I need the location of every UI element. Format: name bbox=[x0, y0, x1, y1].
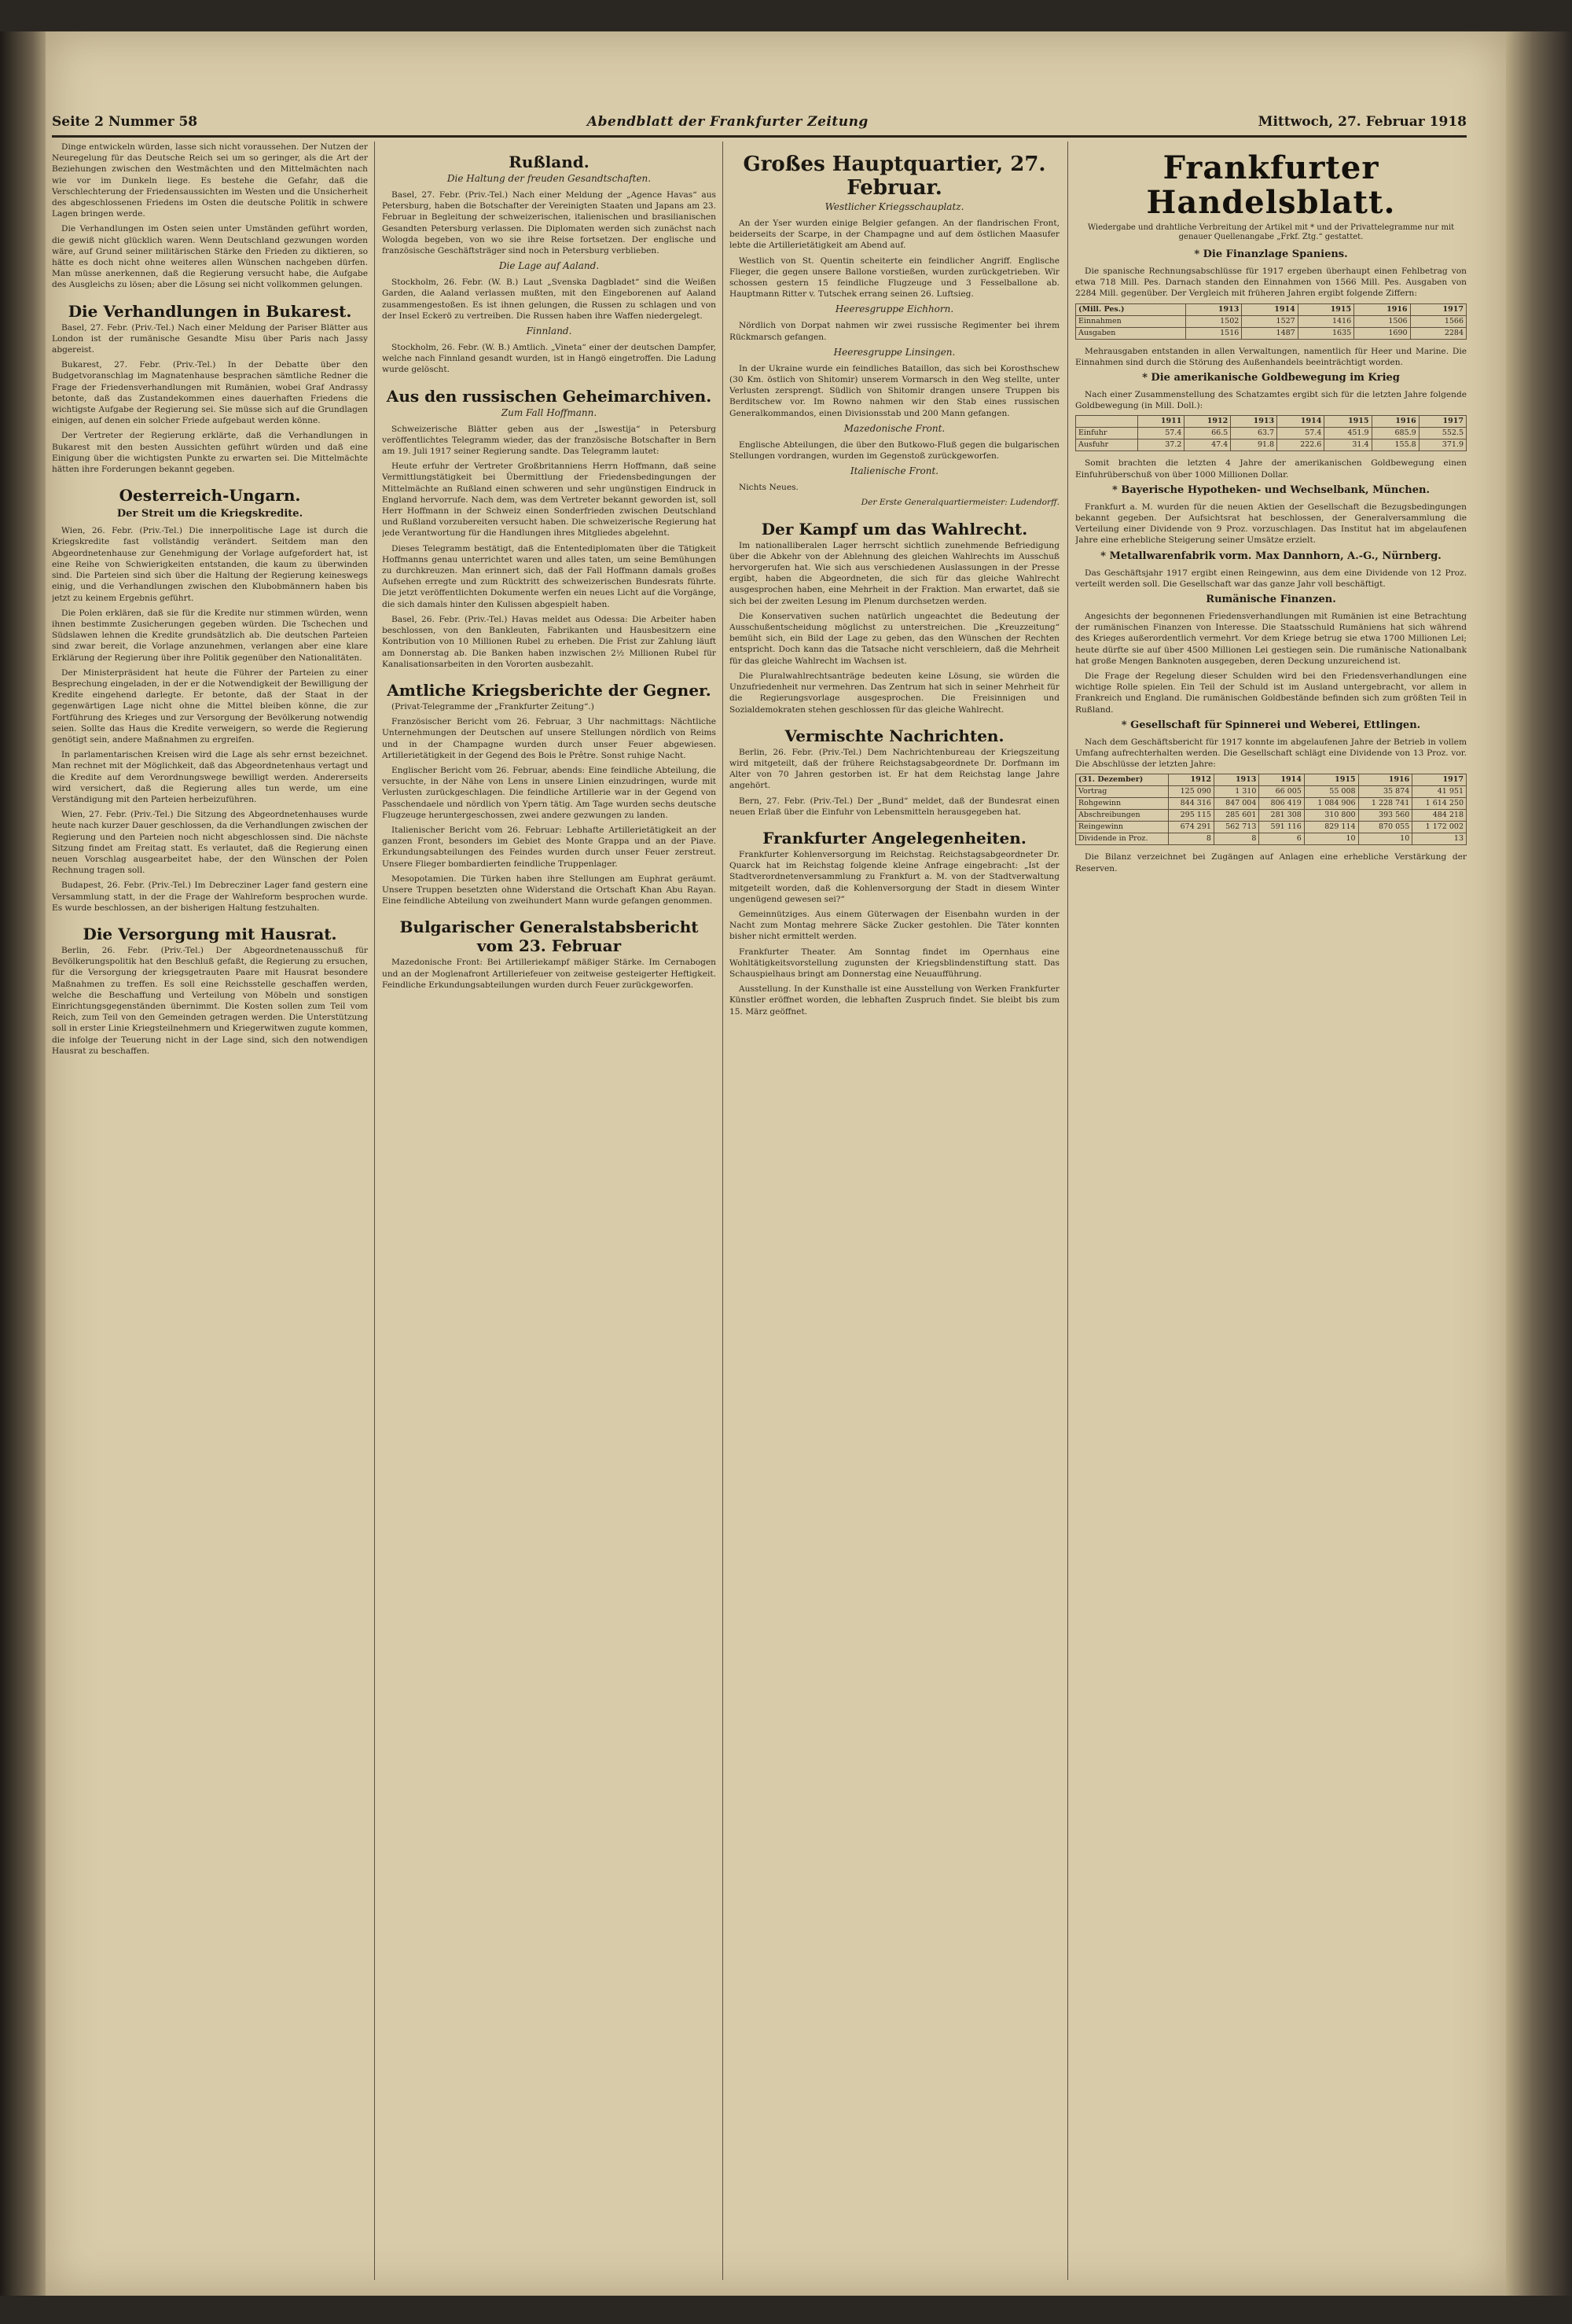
body-text: Nördlich von Dorpat nahmen wir zwei russische Regimenter bei ihrem Rückmarsch gefangen. bbox=[729, 321, 1060, 342]
body-text: Italienischer Bericht vom 26. Februar: Lebhafte Artillerietätigkeit an der ganzen Front, besonders im Gebiet des Monte Grappa und an der Piave. Erkundungsabteilungen des Feindes wurden durch unser Feuer zerstreut. Unsere Flieger bombardierten feindliche Truppenlager. bbox=[382, 825, 716, 869]
table-cell: 13 bbox=[1412, 833, 1467, 845]
table-cell: 1416 bbox=[1298, 315, 1353, 327]
table-header-cell: 1917 bbox=[1410, 303, 1466, 315]
table-cell: 1487 bbox=[1242, 327, 1298, 339]
table-cell: 1 172 002 bbox=[1412, 822, 1467, 833]
body-text: Mehrausgaben entstanden in allen Verwaltungen, namentlich für Heer und Marine. Die Einnahmen sind durch die Störung des Außenhandels beeinträchtigt worden. bbox=[1075, 346, 1467, 367]
table-cell: 1690 bbox=[1354, 327, 1410, 339]
section-subheading: Zum Fall Hoffmann. bbox=[501, 406, 597, 418]
body-text: Schweizerische Blätter geben aus der „Iswestija“ in Petersburg veröffentlichtes Telegramm wieder, das der französische Botschafter in Bern am 19. Juli 1917 seiner Regierung sandte. Das Telegramm lautet: bbox=[382, 424, 716, 457]
table-cell: 47.4 bbox=[1185, 439, 1231, 451]
masthead-note: Wiedergabe und drahtliche Verbreitung der Artikel mit * und der Privattelegramme nur mit genauer Quellenangabe „Frkf. Ztg.“ gestattet. bbox=[1087, 223, 1455, 241]
column-4 bbox=[1075, 142, 1467, 2280]
section-heading: Die Versorgung mit Hausrat. bbox=[83, 924, 337, 943]
body-text: Die Verhandlungen im Osten seien unter Umständen geführt worden, die gewiß nicht glücklich waren. Wenn Deutschland gezwungen worden wäre, auf Grund seiner militärischen Stärke den Frieden zu diktieren, so hätte es doch nicht ohne weiteres allen Wünschen nachgeben dürfen. Man müsse anerkennen, daß die Regierung versucht habe, die Aufgabe des Ausgleichs zu lösen; aber die Lösung sei nicht vollkommen gelungen. bbox=[52, 224, 368, 290]
table-cell: 674 291 bbox=[1169, 822, 1214, 833]
table-cell: 451.9 bbox=[1324, 428, 1372, 439]
table-cell: 829 114 bbox=[1304, 822, 1358, 833]
page-header bbox=[52, 106, 1467, 130]
body-text: Die Pluralwahlrechtsanträge bedeuten keine Lösung, sie würden die Unzufriedenheit nur vermehren. Das Zentrum hat sich in seiner Mehrheit für die Regierungsvorlage ausgesprochen. Die Freisinnigen und Sozialdemokraten stehen geschlossen für das gleiche Wahlrecht. bbox=[729, 671, 1060, 715]
table-cell: 870 055 bbox=[1358, 822, 1412, 833]
table-header-cell bbox=[1076, 416, 1138, 428]
body-text: Heute erfuhr der Vertreter Großbritanniens Herrn Hoffmann, daß seine Vermittlungstätigkeit bei Übermittlung der Friedensbedingungen der Mittelmächte an Rußland einen schweren und sehr ungünstigen Eindruck in England hervorrufe. Nach dem, was dem Vertreter bekannt geworden ist, soll Herr Hoffmann in der Schweiz einen Sonderfrieden zwischen Deutschland und Rußland vorzubereiten versucht haben. Die schweizerische Regierung hat jede Verantwortung für die Handlungen ihres Mitgliedes abgelehnt. bbox=[382, 461, 716, 539]
table-cell: 222.6 bbox=[1277, 439, 1324, 451]
section-heading: * Bayerische Hypotheken- und Wechselbank, München. bbox=[1112, 484, 1430, 496]
column-divider bbox=[374, 142, 375, 2280]
table-cell: 295 115 bbox=[1169, 810, 1214, 822]
table-header-cell: 1915 bbox=[1324, 416, 1372, 428]
table-header-cell: 1911 bbox=[1138, 416, 1185, 428]
table-cell: 281 308 bbox=[1259, 810, 1304, 822]
table-cell: 1 084 906 bbox=[1304, 798, 1358, 810]
table-cell: 1 310 bbox=[1214, 786, 1258, 798]
body-text: Nichts Neues. bbox=[739, 483, 799, 493]
column-3 bbox=[729, 142, 1060, 2280]
table-header-cell: 1912 bbox=[1169, 774, 1214, 786]
body-text: Bukarest, 27. Febr. (Priv.-Tel.) In der Debatte über den Budgetvoranschlag im Magnatenhause besprachen sämtliche Redner die Frage der Friedensverhandlungen mit Rumänien, wobei Graf Andrassy betonte, daß das Zustandekommen eines dauerhaften Friedens die wichtigste Aufgabe der Regierung sei. Sie müsse sich auf die Grundlagen einigen, auf denen ein solcher Friede aufgebaut werden könne. bbox=[52, 360, 368, 426]
table-header-cell: 1914 bbox=[1277, 416, 1324, 428]
section-heading: Vermischte Nachrichten. bbox=[784, 726, 1005, 745]
section-heading: Rumänische Finanzen. bbox=[1206, 594, 1336, 606]
section-heading: Amtliche Kriegsberichte der Gegner. bbox=[387, 680, 711, 700]
table-cell: 57.4 bbox=[1138, 428, 1185, 439]
section-subheading: Finnland. bbox=[526, 325, 572, 337]
body-text: Westlich von St. Quentin scheiterte ein feindlicher Angriff. Englische Flieger, die gegen unsere Ballone vorstießen, wurden zurückgetrieben. Wir schossen gestern 15 feindliche Flugzeuge und 3 Fesselballone ab. Hauptmann Ritter v. Tutschek errang seinen 26. Luftsieg. bbox=[729, 256, 1060, 300]
table-cell: 8 bbox=[1169, 833, 1214, 845]
page-edge bbox=[1506, 31, 1572, 2296]
table-cell: Dividende in Proz. bbox=[1076, 833, 1169, 845]
table-header-cell: 1916 bbox=[1354, 303, 1410, 315]
table-cell: 393 560 bbox=[1358, 810, 1412, 822]
column-divider bbox=[1067, 142, 1068, 2280]
body-text: Basel, 27. Febr. (Priv.-Tel.) Nach einer Meldung der „Agence Havas“ aus Petersburg, haben die Botschafter der Vereinigten Staaten und Japans am 23. Februar in Begleitung der schweizerischen, italienischen und brasilianischen Gesandten Petersburg verlassen. Die Diplomaten werden sich zunächst nach Wologda begeben, von wo sie ihre Reise fortsetzen. Der englische und französische Geschäftsträger sind noch in Petersburg verblieben. bbox=[382, 190, 716, 256]
body-text: Dinge entwickeln würden, lasse sich nicht voraussehen. Der Nutzen der Neuregelung für das Deutsche Reich sei um so geringer, als die Art der Beziehungen zwischen den Westmächten und den Mittelmächten nach wie vor im Dunkeln liege. Es bestehe die Gefahr, daß die Verschlechterung der Friedensaussichten im Westen und die Unsicherheit des abgeschlossenen Friedens im Osten die deutsche Politik in schwere Lagen bringen werde. bbox=[52, 142, 368, 219]
body-text: In parlamentarischen Kreisen wird die Lage als sehr ernst bezeichnet. Man rechnet mit der Möglichkeit, daß das Abgeordnetenhaus vertagt und die Kredite auf dem Verordnungswege bewilligt werden. Andererseits wird versichert, daß die Regierung alles tun werde, um eine Verständigung mit den Parteien herbeizuführen. bbox=[52, 750, 368, 804]
table-cell: 1502 bbox=[1185, 315, 1241, 327]
table-header-cell: 1914 bbox=[1242, 303, 1298, 315]
table-header-cell: (31. Dezember) bbox=[1076, 774, 1169, 786]
body-text: Frankfurt a. M. wurden für die neuen Aktien der Gesellschaft die Bezugsbedingungen bekannt gegeben. Der Aufsichtsrat hat beschlossen, der Generalversammlung die Verteilung einer Dividende von 9 Proz. vorzuschlagen. Das Institut hat im abgelaufenen Jahre eine erhebliche Steigerung seiner Umsätze erzielt. bbox=[1075, 502, 1467, 546]
body-text: Frankfurter Kohlenversorgung im Reichstag. Reichstagsabgeordneter Dr. Quarck hat im Reichstag folgende kleine Anfrage eingebracht: „Ist der Stadtverordnetenversammlung zu Frankfurt a. M. von der Stadtverwaltung mitgeteilt worden, daß die Kohlenversorgung der Stadt in diesem Winter ungenügend gewesen sei?“ bbox=[729, 849, 1060, 904]
body-text: Berlin, 26. Febr. (Priv.-Tel.) Dem Nachrichtenbureau der Kriegszeitung wird mitgeteilt, daß der frühere Reichstagsabgeordnete Dr. Dorfmann im Alter von 70 Jahren gestorben ist. Er hat dem Reichstag lange Jahre angehört. bbox=[729, 747, 1060, 791]
body-text: Stockholm, 26. Febr. (W. B.) Amtlich. „Vineta“ einer der deutschen Dampfer, welche nach Finnland gesandt wurden, ist in Hangö eingetroffen. Die Ladung wurde gelöscht. bbox=[382, 343, 716, 375]
table-cell: 35 874 bbox=[1358, 786, 1412, 798]
section-heading: * Die amerikanische Goldbewegung im Krieg bbox=[1142, 372, 1400, 384]
body-text: Frankfurter Theater. Am Sonntag findet im Opernhaus eine Wohltätigkeitsvorstellung zugunsten der Kriegsblindenstiftung statt. Das Schauspielhaus bringt am Donnerstag eine Neuaufführung. bbox=[729, 947, 1060, 979]
table-header-cell: 1917 bbox=[1419, 416, 1466, 428]
table-row bbox=[1076, 810, 1467, 822]
section-subheading: Westlicher Kriegsschauplatz. bbox=[825, 201, 964, 212]
body-text: Somit brachten die letzten 4 Jahre der amerikanischen Goldbewegung einen Einfuhrüberschuß von über 1000 Millionen Dollar. bbox=[1075, 458, 1467, 480]
table-header-cell: 1914 bbox=[1259, 774, 1304, 786]
table-header-cell: (Mill. Pes.) bbox=[1076, 303, 1186, 315]
table-cell: 10 bbox=[1358, 833, 1412, 845]
table-cell: 562 713 bbox=[1214, 822, 1258, 833]
body-text: Wien, 27. Febr. (Priv.-Tel.) Die Sitzung des Abgeordnetenhauses wurde heute nach kurzer Dauer geschlossen, da die Verhandlungen zwischen der Regierung und den Parteien noch nicht abgeschlossen sind. Die nächste Sitzung findet am Freitag statt. Es verlautet, daß die Regierung einen neuen Vorschlag ausgearbeitet habe, der den Wünschen der Polen Rechnung tragen soll. bbox=[52, 810, 368, 876]
table-cell: 6 bbox=[1259, 833, 1304, 845]
body-text: In der Ukraine wurde ein feindliches Bataillon, das sich bei Korosthschew (30 Km. östlich von Shitomir) unserem Vormarsch in den Weg stellte, unter Verlusten zersprengt. Südlich von Shitomir drangen unsere Truppen bis Berditschew vor. Im Rowno nahmen wir den Stab eines russischen Generalkommandos, einen Divisionsstab und 200 Mann gefangen. bbox=[729, 363, 1060, 418]
table-row bbox=[1076, 327, 1467, 339]
table-header-cell: 1915 bbox=[1304, 774, 1358, 786]
body-text: Budapest, 26. Febr. (Priv.-Tel.) Im Debrecziner Lager fand gestern eine Versammlung statt, in der die Frage der Wahlreform besprochen wurde. Es wurde beschlossen, an der bisherigen Haltung festzuhalten. bbox=[52, 881, 368, 913]
table-cell: 66.5 bbox=[1185, 428, 1231, 439]
body-text: Gemeinnütziges. Aus einem Güterwagen der Eisenbahn wurden in der Nacht zum Montag mehrere Säcke Zucker gestohlen. Die Täter konnten bisher nicht ermittelt werden. bbox=[729, 909, 1060, 942]
body-text: Nach einer Zusammenstellung des Schatzamtes ergibt sich für die letzten Jahre folgende Goldbewegung (in Mill. Doll.): bbox=[1075, 390, 1467, 411]
table-row bbox=[1076, 428, 1467, 439]
balance-table bbox=[1075, 774, 1467, 845]
body-text: Der Vertreter der Regierung erklärte, daß die Verhandlungen in Bukarest mit den besten Aussichten geführt würden und daß eine Einigung über die wichtigsten Punkte zu erwarten sei. Die Mittelmächte hätten ihre Forderungen bekannt gegeben. bbox=[52, 431, 368, 475]
gold-movement-table bbox=[1075, 415, 1467, 451]
body-text: Basel, 26. Febr. (Priv.-Tel.) Havas meldet aus Odessa: Die Arbeiter haben beschlossen, von den Bankleuten, Fabrikanten und Hausbesitzern eine Kontribution von 10 Millionen Rubel zu erheben. Die Frist zur Zahlung läuft am Donnerstag ab. Die Banken haben inzwischen 2½ Millionen Rubel für Kanalisationsarbeiten in den Vororten ausbezahlt. bbox=[382, 614, 716, 669]
table-cell: 57.4 bbox=[1277, 428, 1324, 439]
table-row bbox=[1076, 822, 1467, 833]
section-subheading: Mazedonische Front. bbox=[843, 422, 946, 434]
body-text: Ausstellung. In der Kunsthalle ist eine Ausstellung von Werken Frankfurter Künstler eröffnet worden, die lebhaften Zuspruch findet. Sie bleibt bis zum 15. März geöffnet. bbox=[729, 984, 1060, 1017]
table-header-cell: 1912 bbox=[1185, 416, 1231, 428]
body-text: Die Konservativen suchen natürlich ungeachtet die Bedeutung der Ausschußentscheidung möglichst zu unterstreichen. Die „Kreuzzeitung“ bemüht sich, ein Bild der Lage zu geben, das den Wünschen der Rechten entspricht. Doch kann das die Tatsache nicht verschleiern, daß die Mehrheit für das gleiche Wahlrecht im Wachsen ist. bbox=[729, 611, 1060, 666]
table-cell: 1566 bbox=[1410, 315, 1466, 327]
section-subheading: Die Haltung der freuden Gesandtschaften. bbox=[446, 173, 652, 184]
newspaper-title: Abendblatt der Frankfurter Zeitung bbox=[586, 114, 869, 130]
table-cell: 1506 bbox=[1354, 315, 1410, 327]
table-cell: Einfuhr bbox=[1076, 428, 1138, 439]
table-cell: 55 008 bbox=[1304, 786, 1358, 798]
section-heading: Die Verhandlungen in Bukarest. bbox=[68, 301, 352, 321]
section-subheading: Italienische Front. bbox=[850, 465, 939, 477]
table-cell: Ausfuhr bbox=[1076, 439, 1138, 451]
body-text: Die Bilanz verzeichnet bei Zugängen auf Anlagen eine erhebliche Verstärkung der Reserven. bbox=[1075, 852, 1467, 873]
table-cell: 371.9 bbox=[1419, 439, 1466, 451]
newspaper-page bbox=[46, 31, 1506, 2296]
body-text: Mazedonische Front: Bei Artilleriekampf mäßiger Stärke. Im Cernabogen und an der Moglenafront Artilleriefeuer von zeitweise gesteigerter Heftigkeit. Feindliche Erkundungsabteilungen wurden durch Feuer zurückgeworfen. bbox=[382, 958, 716, 990]
table-cell: Rohgewinn bbox=[1076, 798, 1169, 810]
table-row bbox=[1076, 786, 1467, 798]
section-heading: * Gesellschaft für Spinnerei und Weberei, Ettlingen. bbox=[1121, 719, 1421, 731]
table-cell: 310 800 bbox=[1304, 810, 1358, 822]
body-text: Das Geschäftsjahr 1917 ergibt einen Reingewinn, aus dem eine Dividende von 12 Proz. verteilt werden soll. Die Gesellschaft war das ganze Jahr voll beschäftigt. bbox=[1075, 568, 1467, 589]
section-subheading: Die Lage auf Aaland. bbox=[498, 260, 600, 272]
table-header-cell: 1915 bbox=[1298, 303, 1353, 315]
table-cell: 8 bbox=[1214, 833, 1258, 845]
body-text: Die Frage der Regelung dieser Schulden wird bei den Friedensverhandlungen eine wichtige Rolle spielen. Ein Teil der Schuld ist im Ausland untergebracht, vor allem in Frankreich und England. Die rumänischen Goldbestände befinden sich zum größten Teil in Rußland. bbox=[1075, 671, 1467, 715]
table-cell: 685.9 bbox=[1372, 428, 1419, 439]
body-text: Englische Abteilungen, die über den Butkowo-Fluß gegen die bulgarischen Stellungen vordrangen, wurden im Gegenstoß zurückgeworfen. bbox=[729, 439, 1060, 461]
section-masthead: Frankfurter Handelsblatt. bbox=[1146, 149, 1396, 221]
section-heading: * Die Finanzlage Spaniens. bbox=[1194, 248, 1348, 260]
table-header-cell: 1916 bbox=[1358, 774, 1412, 786]
table-header-cell: 1913 bbox=[1185, 303, 1241, 315]
body-text: Dieses Telegramm bestätigt, daß die Ententediplomaten über die Tätigkeit Hoffmanns genau unterrichtet waren und alles taten, um seine Bemühungen zu durchkreuzen. Man erinnert sich, daß der Fall Hoffmann damals großes Aufsehen erregte und zum Rücktritt des schweizerischen Bundesrats führte. Die jetzt veröffentlichten Dokumente werfen ein neues Licht auf die Vorgänge, die sich damals hinter den Kulissen abgespielt haben. bbox=[382, 543, 716, 609]
section-heading: Der Kampf um das Wahlrecht. bbox=[761, 519, 1028, 539]
body-text: Die spanische Rechnungsabschlüsse für 1917 ergeben überhaupt einen Fehlbetrag von etwa 718 Mill. Pes. Darnach standen den Einnahmen von 1566 Mill. Pes. Ausgaben von 2284 Mill. gegenüber. Der Vergleich mit früheren Jahren ergibt folgende Ziffern: bbox=[1075, 267, 1467, 299]
body-text: (Privat-Telegramme der „Frankfurter Zeitung“.) bbox=[391, 701, 594, 712]
body-text: Wien, 26. Febr. (Priv.-Tel.) Die innerpolitische Lage ist durch die Kriegskredite fast vollständig verändert. Seitdem man den Abgeordnetenhause zur Genehmigung der Vorlage aufgefordert hat, ist eine Reihe von Schwierigkeiten entstanden, die kaum zu überwinden sind. Die Parteien sind sich über die Haltung der Regierung keineswegs einig, und die Verhandlungen zwischen den Klubobmännern haben bis jetzt zu keinem Ergebnis geführt. bbox=[52, 526, 368, 603]
section-heading: Aus den russischen Geheimarchiven. bbox=[386, 386, 712, 406]
body-text: Die Polen erklären, daß sie für die Kredite nur stimmen würden, wenn ihnen bestimmte Zusicherungen gegeben würden. Die Tschechen und Südslawen lehnen die Kredite grundsätzlich ab. Die deutschen Parteien sind zwar bereit, die Vorlage anzunehmen, verlangen aber eine klare Erklärung der Regierung über ihre Politik gegenüber den Nationalitäten. bbox=[52, 608, 368, 663]
table-row bbox=[1076, 833, 1467, 845]
table-header-cell: 1916 bbox=[1372, 416, 1419, 428]
section-subheading: Heeresgruppe Linsingen. bbox=[833, 346, 956, 358]
issue-date: Mittwoch, 27. Februar 1918 bbox=[1258, 114, 1467, 130]
section-heading: Rußland. bbox=[509, 153, 590, 171]
table-cell: 1 614 250 bbox=[1412, 798, 1467, 810]
section-heading: Oesterreich-Ungarn. bbox=[119, 486, 301, 506]
table-cell: 591 116 bbox=[1259, 822, 1304, 833]
table-cell: 1527 bbox=[1242, 315, 1298, 327]
body-text: Stockholm, 26. Febr. (W. B.) Laut „Svenska Dagbladet“ sind die Weißen Garden, die Aaland verlassen mußten, mit den Eingeborenen auf Aaland zusammengestoßen. Es ist ihnen gelungen, die Russen zu schlagen und von der Insel Eckerö zu vertreiben. Die Russen haben ihre Waffen niedergelegt. bbox=[382, 278, 716, 321]
page-number: Seite 2 Nummer 58 bbox=[52, 114, 198, 130]
table-cell: 41 951 bbox=[1412, 786, 1467, 798]
body-text: Bern, 27. Febr. (Priv.-Tel.) Der „Bund“ meldet, daß der Bundesrat einen neuen Erlaß über die Einfuhr von Lebensmitteln herausgegeben hat. bbox=[729, 796, 1060, 817]
table-cell: 806 419 bbox=[1259, 798, 1304, 810]
table-cell: 31.4 bbox=[1324, 439, 1372, 451]
table-cell: 2284 bbox=[1410, 327, 1466, 339]
table-cell: Ausgaben bbox=[1076, 327, 1186, 339]
table-cell: 552.5 bbox=[1419, 428, 1466, 439]
table-cell: 285 601 bbox=[1214, 810, 1258, 822]
column-1 bbox=[52, 142, 368, 2280]
table-cell: 1516 bbox=[1185, 327, 1241, 339]
spain-finance-table bbox=[1075, 303, 1467, 340]
column-divider bbox=[722, 142, 723, 2280]
table-header-cell: 1913 bbox=[1231, 416, 1277, 428]
section-heading: Bulgarischer Generalstabsbericht vom 23. Februar bbox=[399, 917, 699, 956]
table-row bbox=[1076, 798, 1467, 810]
table-cell: Abschreibungen bbox=[1076, 810, 1169, 822]
table-cell: 155.8 bbox=[1372, 439, 1419, 451]
body-text: Mesopotamien. Die Türken haben ihre Stellungen am Euphrat geräumt. Unsere Truppen besetzten ohne Widerstand die Ortschaft Khan Abu Rayan. Eine feindliche Abteilung von zweihundert Mann wurde gefangen genommen. bbox=[382, 873, 716, 906]
table-cell: 1635 bbox=[1298, 327, 1353, 339]
body-text: An der Yser wurden einige Belgier gefangen. An der flandrischen Front, beiderseits der Scarpe, in der Champagne und auf dem östlichen Maasufer lebte die Artillerietätigkeit am Abend auf. bbox=[729, 219, 1060, 251]
table-cell: Einnahmen bbox=[1076, 315, 1186, 327]
table-cell: 37.2 bbox=[1138, 439, 1185, 451]
section-heading: Frankfurter Angelegenheiten. bbox=[762, 828, 1027, 848]
table-header-cell: 1913 bbox=[1214, 774, 1258, 786]
book-binding bbox=[0, 31, 46, 2296]
table-cell: 63.7 bbox=[1231, 428, 1277, 439]
table-row bbox=[1076, 439, 1467, 451]
table-cell: 66 005 bbox=[1259, 786, 1304, 798]
body-text: Französischer Bericht vom 26. Februar, 3 Uhr nachmittags: Nächtliche Unternehmungen der Deutschen auf unsere Stellungen nördlich von Reims und in der Champagne wurden durch unser Feuer abgewiesen. Artillerietätigkeit in der Gegend des Bois le Prêtre. Sonst ruhige Nacht. bbox=[382, 717, 716, 760]
signature: Der Erste Generalquartiermeister: Ludendorff. bbox=[861, 498, 1060, 508]
body-text: Englischer Bericht vom 26. Februar, abends: Eine feindliche Abteilung, die versuchte, in der Nähe von Lens in unsere Linien einzudringen, wurde mit Verlusten zurückgeschlagen. Die feindliche Artillerie war in der Gegend von Passchendaele und nördlich von Ypern tätig. Am Tage wurden sechs deutsche Flugzeuge heruntergeschossen, zwei andere gezwungen zu landen. bbox=[382, 765, 716, 820]
table-row bbox=[1076, 315, 1467, 327]
table-cell: 484 218 bbox=[1412, 810, 1467, 822]
table-cell: Reingewinn bbox=[1076, 822, 1169, 833]
table-cell: Vortrag bbox=[1076, 786, 1169, 798]
body-text: Angesichts der begonnenen Friedensverhandlungen mit Rumänien ist eine Betrachtung der rumänischen Finanzen von Interesse. Die Staatsschuld Rumäniens hat sich während des Krieges außerordentlich vermehrt. Vor dem Kriege betrug sie etwa 1700 Millionen Lei; heute dürfte sie auf über 4500 Millionen Lei gestiegen sein. Die rumänische Nationalbank hat große Mengen Banknoten ausgegeben, deren Deckung unzureichend ist. bbox=[1075, 612, 1467, 666]
body-text: Berlin, 26. Febr. (Priv.-Tel.) Der Abgeordnetenausschuß für Bevölkerungspolitik hat den Beschluß gefaßt, die Regierung zu ersuchen, für die Versorgung der kriegsgetrauten Paare mit Hausrat besondere Maßnahmen zu treffen. Es soll eine Reichsstelle geschaffen werden, welche die Beschaffung und Verteilung von Möbeln und sonstigen Einrichtungsgegenständen übernimmt. Die Kosten sollen zum Teil vom Reich, zum Teil von den Gemeinden getragen werden. Die Unterstützung soll in erster Linie Kriegsteilnehmern und Kriegerwitwen zugute kommen, die infolge der Teuerung nicht in der Lage sind, sich den notwendigen Hausrat zu beschaffen. bbox=[52, 945, 368, 1056]
header-rule bbox=[52, 135, 1467, 138]
table-header-cell: 1917 bbox=[1412, 774, 1467, 786]
section-heading: Großes Hauptquartier, 27. Februar. bbox=[743, 153, 1046, 200]
section-heading: * Metallwarenfabrik vorm. Max Dannhorn, A.-G., Nürnberg. bbox=[1100, 550, 1442, 562]
table-cell: 1 228 741 bbox=[1358, 798, 1412, 810]
section-subheading: Der Streit um die Kriegskredite. bbox=[116, 508, 303, 520]
table-cell: 847 004 bbox=[1214, 798, 1258, 810]
table-cell: 844 316 bbox=[1169, 798, 1214, 810]
body-text: Basel, 27. Febr. (Priv.-Tel.) Nach einer Meldung der Pariser Blätter aus London ist der rumänische Gesandte Misu über Paris nach Jassy abgereist. bbox=[52, 322, 368, 355]
table-cell: 10 bbox=[1304, 833, 1358, 845]
section-subheading: Heeresgruppe Eichhorn. bbox=[835, 303, 954, 315]
table-cell: 91.8 bbox=[1231, 439, 1277, 451]
table-cell: 125 090 bbox=[1169, 786, 1214, 798]
body-text: Nach dem Geschäftsbericht für 1917 konnte im abgelaufenen Jahre der Betrieb in vollem Umfang aufrechterhalten werden. Die Gesellschaft schlägt eine Dividende von 13 Proz. vor. Die Abschlüsse der letzten Jahre: bbox=[1075, 737, 1467, 770]
body-text: Der Ministerpräsident hat heute die Führer der Parteien zu einer Besprechung eingeladen, in der er die Notwendigkeit der Bewilligung der Kredite eingehend darlegte. Er betonte, daß der Staat in der gegenwärtigen Lage nicht ohne die Mittel bleiben könne, die zur Fortführung des Krieges und zur Versorgung der Bevölkerung notwendig seien. Sollte das Haus die Kredite verweigern, so werde die Regierung genötigt sein, andere Maßnahmen zu ergreifen. bbox=[52, 667, 368, 745]
column-2 bbox=[382, 142, 716, 2280]
body-text: Im nationalliberalen Lager herrscht sichtlich zunehmende Befriedigung über die Abkehr von der Ablehnung des gleichen Wahlrechts im Ausschuß hervorgerufen hat. Wie sich aus verschiedenen Auslassungen in der Presse ergibt, haben die Abgeordneten, die sich für das gleiche Wahlrecht ausgesprochen haben, eine Mehrheit in der Fraktion. Man erwartet, daß sie sich bei der zweiten Lesung im Plenum durchsetzen werden. bbox=[729, 540, 1060, 606]
